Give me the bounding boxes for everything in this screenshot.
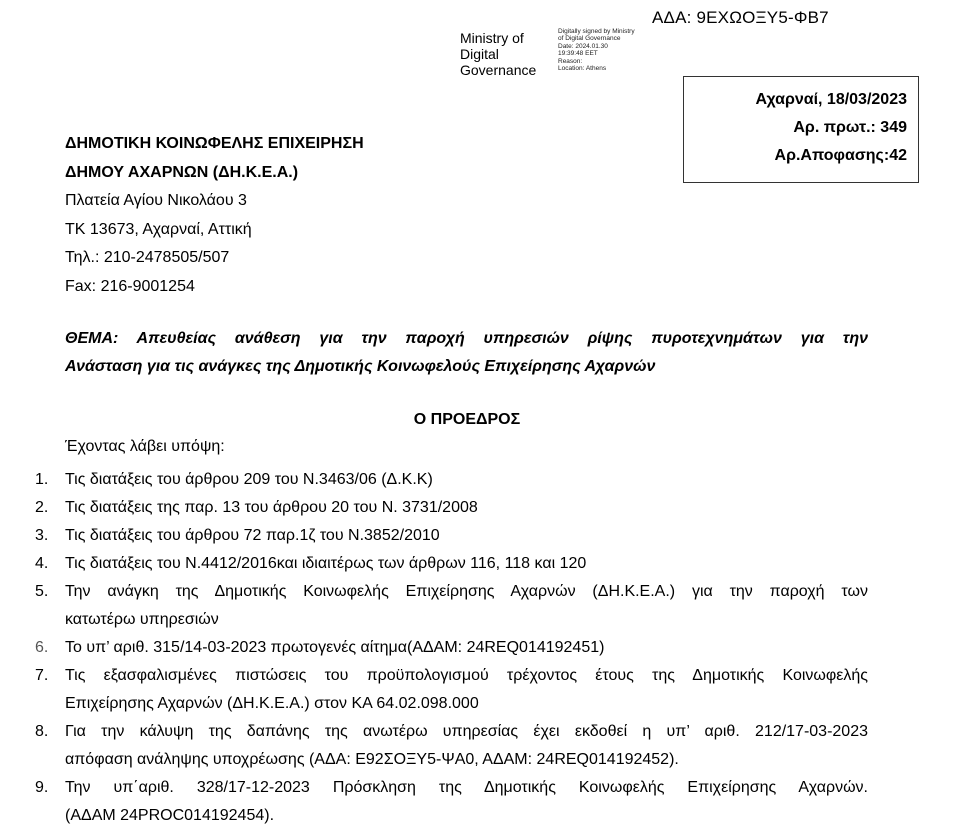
item-number: 2. [35,499,49,516]
ref-decision: Αρ.Αποφασης:42 [774,147,907,164]
subject-line2: Ανάσταση για τις ανάγκες της Δημοτικής Κοινωφελούς Επιχείρησης Αχαρνών [65,358,656,375]
ministry-line: Ministry of [460,30,524,46]
signature-line: Location: Athens [558,65,607,73]
item-text [65,662,868,718]
ministry-line: Digital [460,46,499,62]
reference-box [683,76,919,183]
ada-code: ΑΔΑ: 9ΕΧΩΟΞΥ5-ΦΒ7 [652,8,829,27]
item-number: 9. [35,779,49,796]
ministry-logo-text [460,30,555,78]
list-item [35,578,868,634]
item-text: Τις διατάξεις του Ν.4412/2016και ιδιαιτέρως των άρθρων 116, 118 και 120 [65,555,587,572]
org-name-line1: ΔΗΜΟΤΙΚΗ ΚΟΙΝΩΦΕΛΗΣ ΕΠΙΧΕΙΡΗΣΗ [65,135,364,152]
list-item [35,634,868,662]
item-text-line: Επιχείρησης Αχαρνών (ΔΗ.Κ.Ε.Α.) στον ΚΑ 64.02.098.000 [65,695,479,712]
item-number: 5. [35,583,49,600]
item-number: 6. [35,639,49,656]
list-item [35,550,868,578]
list-item [35,522,868,550]
item-text: Το υπ’ αριθ. 315/14-03-2023 πρωτογενές αίτημα(ΑΔΑΜ: 24REQ014192451) [65,639,605,656]
item-text-line: Για την κάλυψη της δαπάνης της ανωτέρω υπηρεσίας έχει εκδοθεί η υπ’ αριθ. 212/17-03-2023 [65,723,868,740]
ref-date: Αχαρναί, 18/03/2023 [755,91,907,108]
org-phone: Τηλ.: 210-2478505/507 [65,249,230,266]
digital-signature [558,28,635,72]
list-item [35,718,868,774]
signature-line: Date: 2024.01.30 [558,42,608,50]
org-postal: ΤΚ 13673, Αχαρναί, Αττική [65,220,252,238]
item-number: 8. [35,723,49,740]
list-item [35,662,868,718]
ref-protocol: Αρ. πρωτ.: 349 [793,119,907,136]
item-text: Τις διατάξεις του άρθρου 209 του Ν.3463/06 (Δ.Κ.Κ) [65,471,433,488]
signature-line: of Digital Governance [558,35,621,43]
org-name-line2: ΔΗΜΟΥ ΑΧΑΡΝΩΝ (ΔΗ.Κ.Ε.Α.) [65,163,299,181]
item-number: 3. [35,527,49,544]
item-text: Τις διατάξεις του άρθρου 72 παρ.1ζ του Ν.3852/2010 [65,527,440,544]
item-number: 4. [35,555,49,572]
president-heading: Ο ΠΡΟΕΔΡΟΣ [413,411,521,428]
item-text-line: Τις εξασφαλισμένες πιστώσεις του προϋπολογισμού τρέχοντος έτους της Δημοτικής Κοινωφελής [65,667,868,684]
signature-line: Digitally signed by Ministry [558,28,635,35]
item-text-line: κατωτέρω υπηρεσιών [65,611,219,628]
list-item [35,466,868,494]
subject [65,325,868,381]
list-item [35,494,868,522]
organization-block [65,130,364,301]
subject-line1: ΘΕΜΑ: Απευθείας ανάθεση για την παροχή υπηρεσιών ρίψης πυροτεχνημάτων για την [65,330,868,347]
item-text [65,718,868,774]
item-text [65,578,868,634]
item-number: 7. [35,667,49,684]
considerations-list [35,466,868,830]
list-item [35,774,868,830]
org-fax: Fax: 216-9001254 [65,277,195,295]
signature-line: 19:39:48 EET [558,50,598,58]
intro-text: Έχοντας λάβει υπόψη: [65,438,225,455]
org-address: Πλατεία Αγίου Νικολάου 3 [65,192,247,209]
item-text-line: (ΑΔΑΜ 24PROC014192454). [65,807,275,824]
item-number: 1. [35,471,49,488]
signature-line: Reason: [558,57,583,65]
ministry-line: Governance [460,62,537,78]
item-text-line: απόφαση ανάληψης υποχρέωσης (ΑΔΑ: Ε92ΣΟΞΥ5-ΨΑ0, ΑΔΑΜ: 24REQ014192452). [65,751,679,768]
item-text: Τις διατάξεις της παρ. 13 του άρθρου 20 του Ν. 3731/2008 [65,499,478,516]
item-text-line: Την υπ΄αριθ. 328/17-12-2023 Πρόσκληση της Δημοτικής Κοινωφελής Επιχείρησης Αχαρνών. [65,779,868,796]
item-text [65,774,868,830]
item-text-line: Την ανάγκη της Δημοτικής Κοινωφελής Επιχείρησης Αχαρνών (ΔΗ.Κ.Ε.Α.) για την παροχή των [65,583,868,600]
